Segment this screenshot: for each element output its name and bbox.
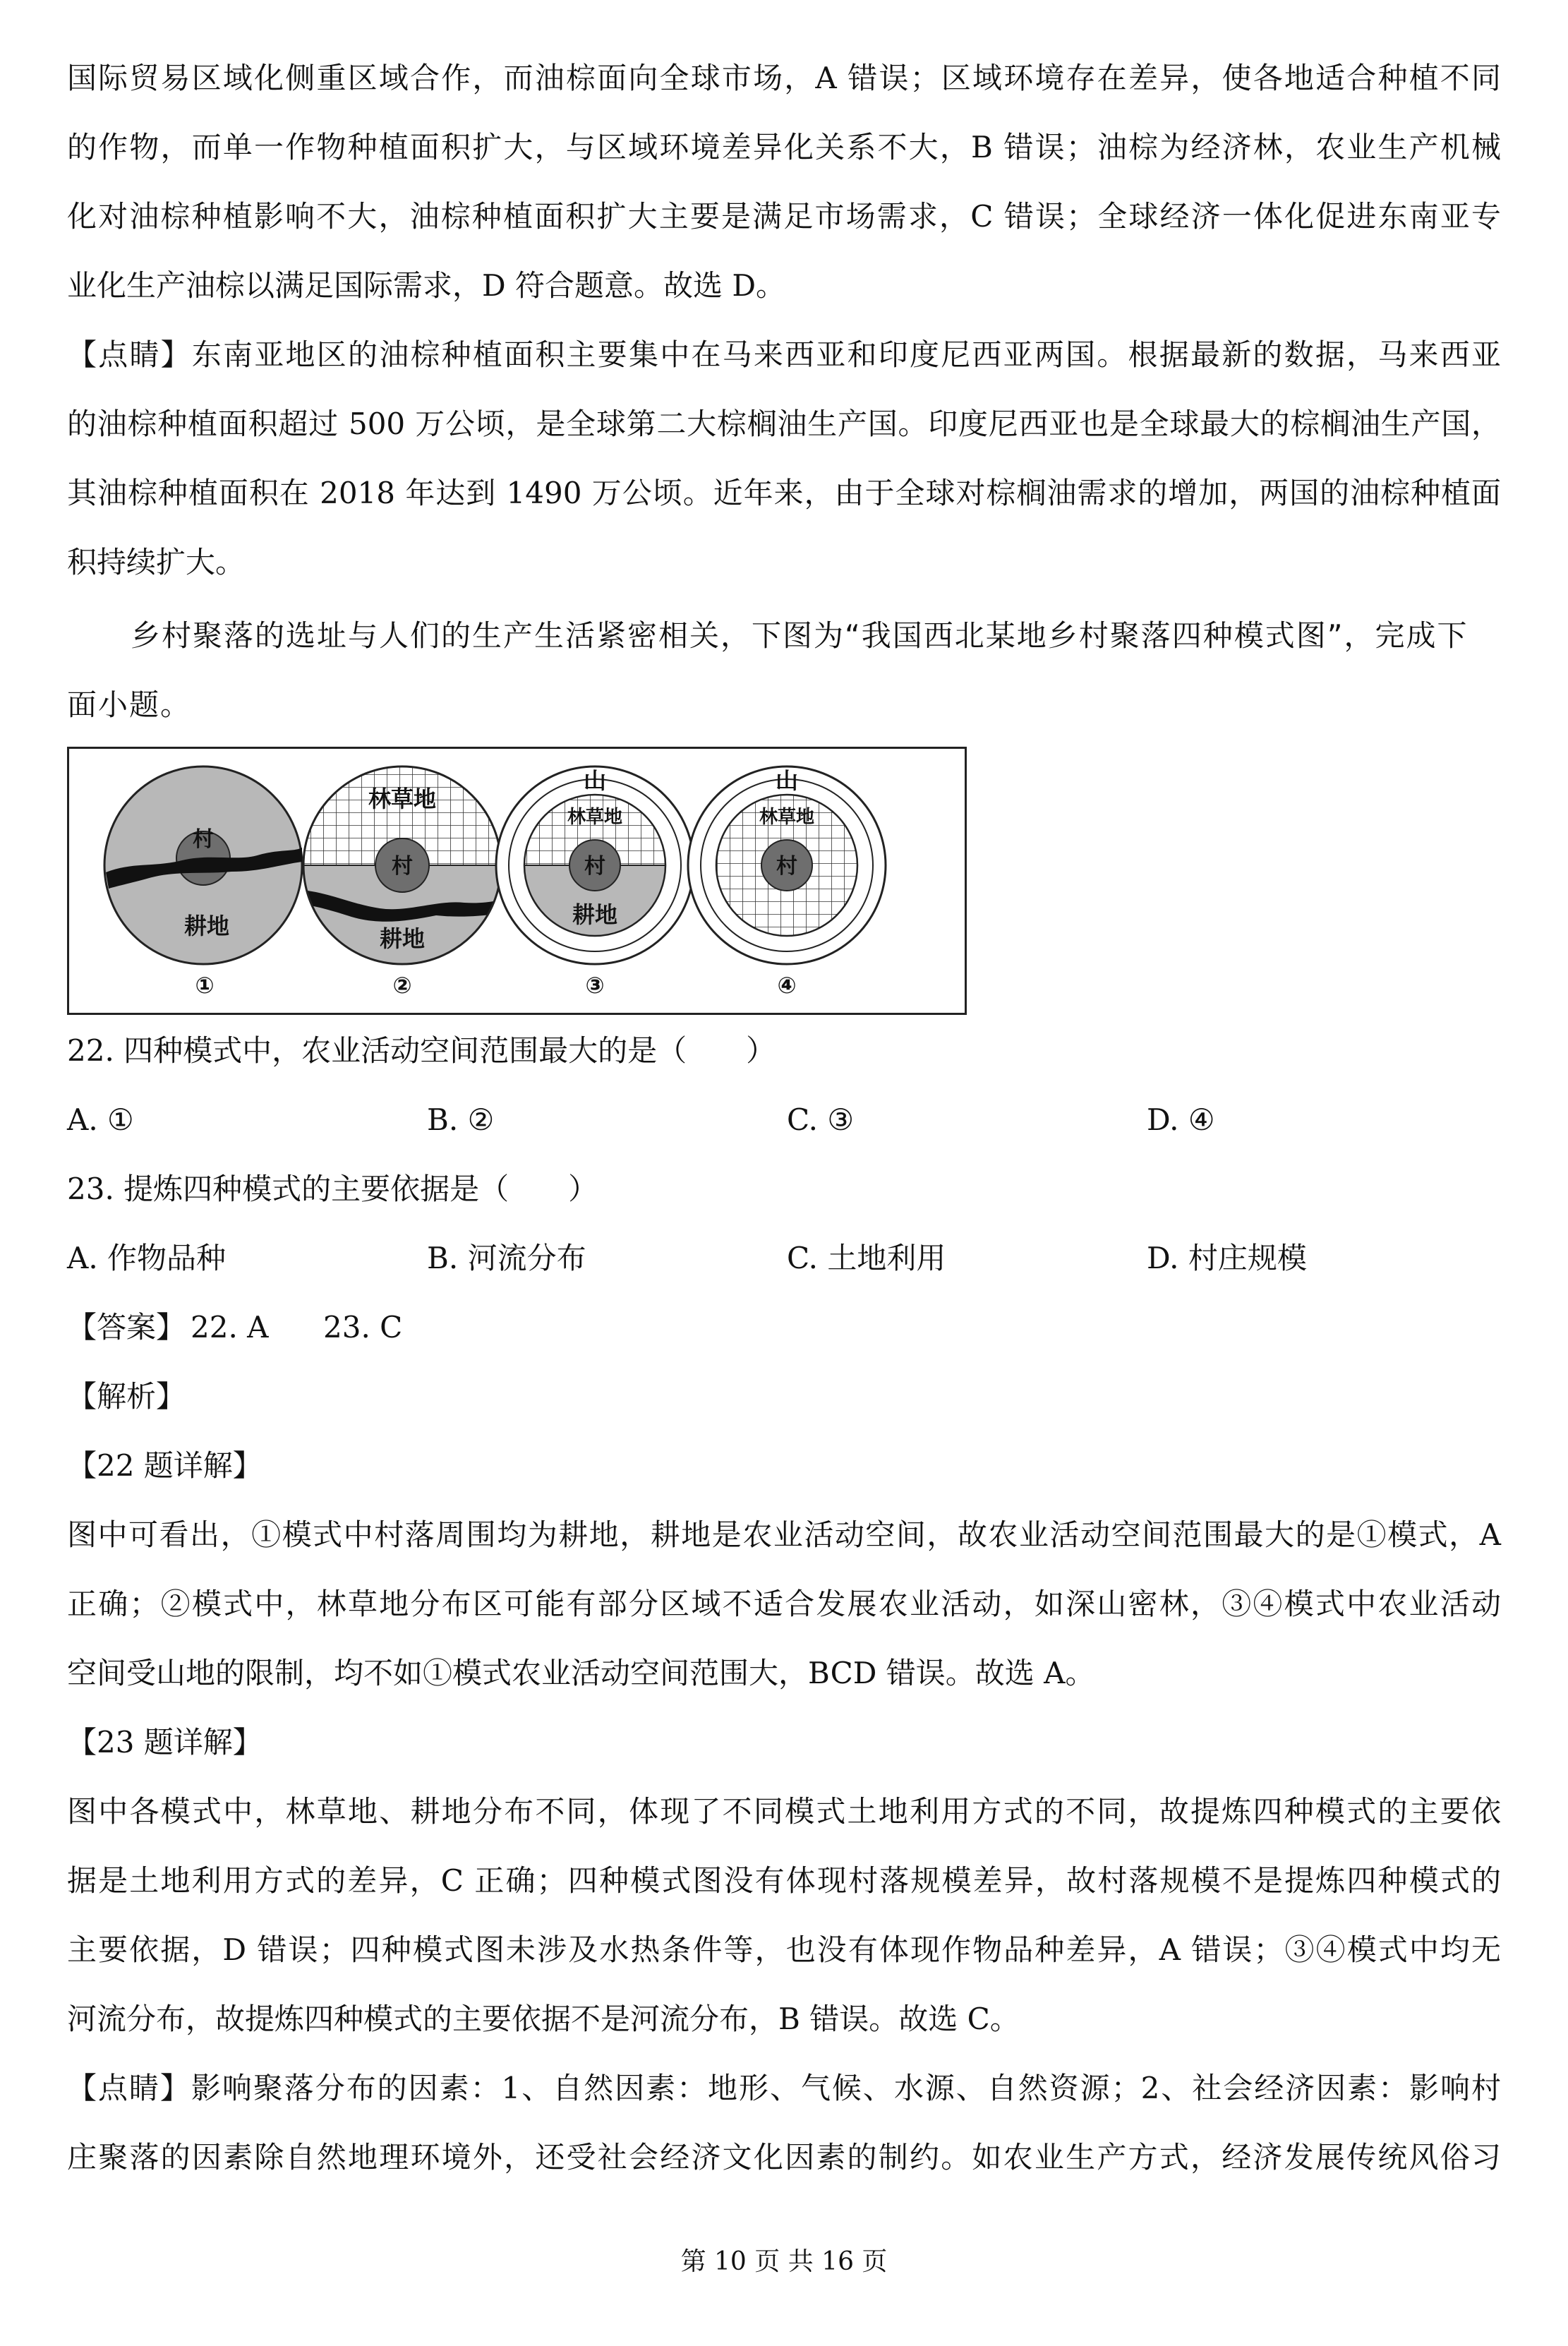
farmland-label: 耕地	[572, 901, 618, 928]
text-line: 空间受山地的限制，均不如①模式农业活动空间范围大，BCD 错误。故选 A。	[67, 1656, 1095, 1690]
mountain-label: 山	[583, 767, 607, 794]
text-line: 【点睛】影响聚落分布的因素：1、自然因素：地形、气候、水源、自然资源；2、社会经济因素：影响村	[67, 2071, 1501, 2105]
text-line: 图中各模式中，林草地、耕地分布不同，体现了不同模式土地利用方式的不同，故提炼四种模式的主要依	[67, 1794, 1501, 1829]
forest-grass-label: 林草地	[759, 807, 815, 828]
text-line: 的作物，而单一作物种植面积扩大，与区域环境差异化关系不大，B 错误；油棕为经济林，农业生产机械	[67, 130, 1501, 164]
section-title: 【22 题详解】	[67, 1448, 263, 1483]
pattern-2	[302, 763, 507, 999]
settlement-pattern-figure	[67, 747, 967, 1015]
forest-grass-label: 林草地	[567, 807, 623, 828]
analysis-label: 【解析】	[67, 1379, 186, 1414]
text-line: 积持续扩大。	[67, 545, 246, 579]
question-stem: 22. 四种模式中，农业活动空间范围最大的是（ ）	[67, 1033, 776, 1068]
question-stem: 23. 提炼四种模式的主要依据是（ ）	[67, 1172, 598, 1206]
answer-23: 23. C	[323, 1310, 403, 1345]
option-b: B. 河流分布	[427, 1241, 586, 1275]
village-label: 村	[584, 854, 605, 879]
farmland-label: 耕地	[183, 913, 230, 939]
option-a: A. ①	[67, 1102, 134, 1137]
text-line: 【点睛】东南亚地区的油棕种植面积主要集中在马来西亚和印度尼西亚两国。根据最新的数据，马来西亚	[67, 337, 1501, 372]
text-line: 面小题。	[67, 687, 192, 722]
pattern-number: ④	[777, 972, 797, 999]
pattern-1	[104, 766, 302, 999]
text-line: 主要依据，D 错误；四种模式图未涉及水热条件等，也没有体现作物品种差异，A 错误；③④模式中均无	[67, 1932, 1501, 1967]
text-line: 其油棕种植面积在 2018 年达到 1490 万公顷。近年来，由于全球对棕榈油需求的增加，两国的油棕种植面	[67, 476, 1501, 510]
page-footer: 第 10 页 共 16 页	[680, 2247, 888, 2276]
section-title: 【23 题详解】	[67, 1725, 263, 1760]
text-line: 业化生产油棕以满足国际需求，D 符合题意。故选 D。	[67, 268, 786, 303]
mountain-label: 山	[775, 767, 799, 794]
village-label: 村	[776, 854, 797, 879]
option-c: C. ③	[787, 1102, 854, 1137]
farmland-label: 耕地	[379, 925, 426, 952]
text-line: 国际贸易区域化侧重区域合作，而油棕面向全球市场，A 错误；区域环境存在差异，使各地适合种植不同	[67, 61, 1501, 95]
answer-label: 【答案】	[67, 1310, 186, 1345]
village-label: 村	[193, 827, 214, 852]
pattern-4	[688, 766, 886, 999]
pattern-3	[496, 766, 694, 999]
option-a: A. 作物品种	[67, 1241, 227, 1275]
village-label: 村	[392, 854, 413, 879]
pattern-number: ①	[195, 972, 215, 999]
text-line: 图中可看出，①模式中村落周围均为耕地，耕地是农业活动空间，故农业活动空间范围最大的是①模式，A	[67, 1517, 1501, 1552]
pattern-number: ②	[392, 972, 412, 999]
text-line: 乡村聚落的选址与人们的生产生活紧密相关，下图为“我国西北某地乡村聚落四种模式图”，完成下	[131, 618, 1469, 653]
option-c: C. 土地利用	[787, 1241, 946, 1275]
answer-22: 22. A	[191, 1310, 269, 1345]
text-line: 正确；②模式中，林草地分布区可能有部分区域不适合发展农业活动，如深山密林，③④模式中农业活动	[67, 1587, 1501, 1621]
option-b: B. ②	[427, 1102, 495, 1137]
text-line: 庄聚落的因素除自然地理环境外，还受社会经济文化因素的制约。如农业生产方式，经济发展传统风俗习	[67, 2140, 1501, 2174]
pattern-number: ③	[585, 972, 605, 999]
option-d: D. ④	[1147, 1102, 1215, 1137]
option-d: D. 村庄规模	[1147, 1241, 1307, 1275]
text-line: 的油棕种植面积超过 500 万公顷，是全球第二大棕榈油生产国。印度尼西亚也是全球最大的棕榈油生产国，	[67, 407, 1501, 441]
forest-grass-label: 林草地	[368, 786, 437, 812]
text-line: 据是土地利用方式的差异，C 正确；四种模式图没有体现村落规模差异，故村落规模不是提炼四种模式的	[67, 1863, 1501, 1898]
text-line: 化对油棕种植影响不大，油棕种植面积扩大主要是满足市场需求，C 错误；全球经济一体化促进东南亚专	[67, 199, 1501, 234]
text-line: 河流分布，故提炼四种模式的主要依据不是河流分布，B 错误。故选 C。	[67, 2002, 1020, 2036]
